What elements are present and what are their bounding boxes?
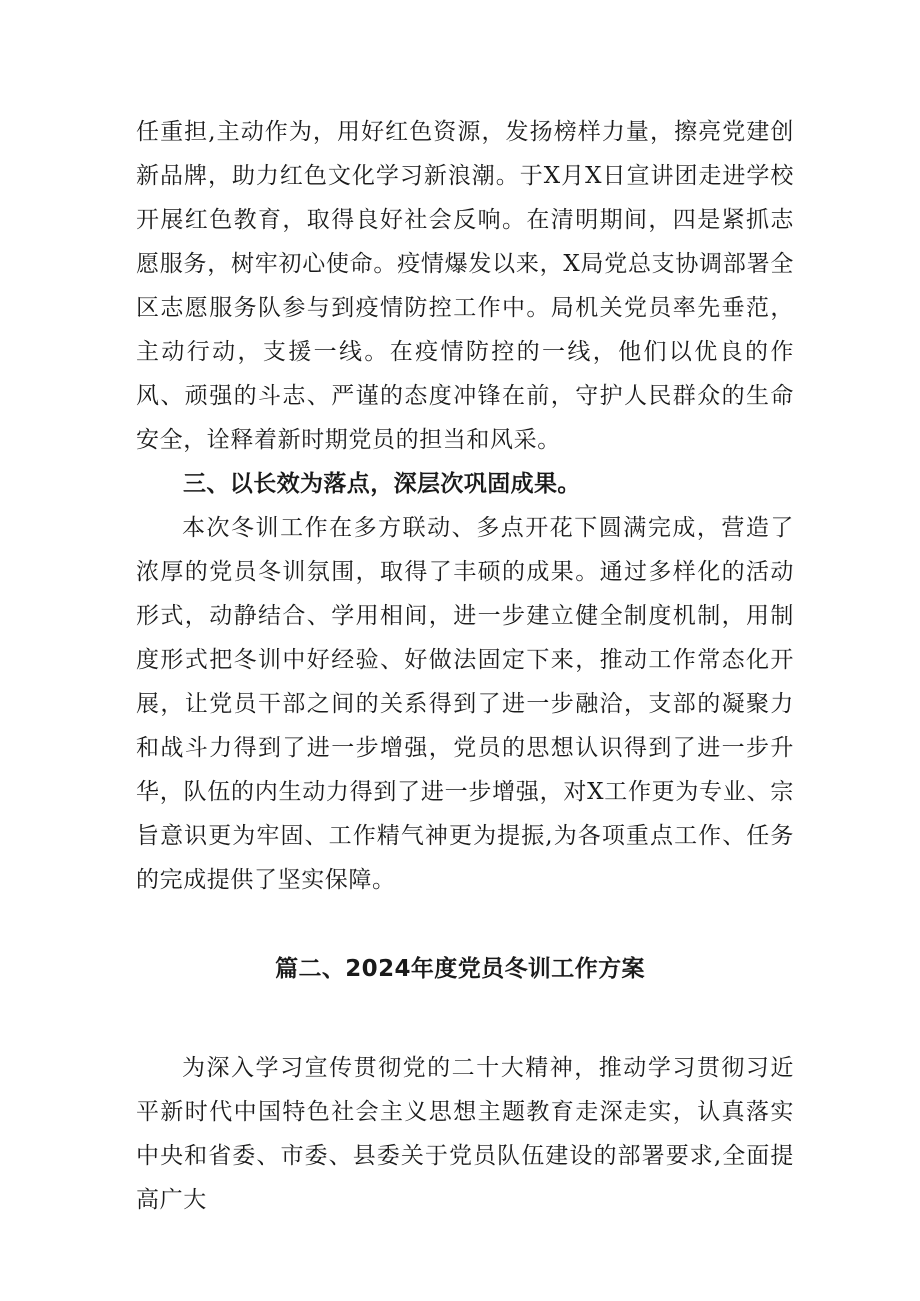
continued-paragraph: 任重担,主动作为，用好红色资源，发扬榜样力量，擦亮党建创新品牌，助力红色文化学习新浪潮。于X月X日宣讲团走进学校开展红色教育，取得良好社会反响。在清明期间，四是紧抓志愿服务，树牢初心使命。疫情爆发以来，X局党总支协调部署全区志愿服务队参与到疫情防控工作中。局机关党员率先垂范，主动行动，支援一线。在疫情防控的一线，他们以优良的作风、顽强的斗志、严谨的态度冲锋在前，守护人民群众的生命安全，诠释着新时期党员的担当和风采。 (136, 119, 794, 453)
section-heading: 三、以长效为落点，深层次巩固成果。 (183, 471, 581, 497)
section-paragraph: 本次冬训工作在多方联动、多点开花下圆满完成，营造了浓厚的党员冬训氛围，取得了丰硕的成果。通过多样化的活动形式，动静结合、学用相间，进一步建立健全制度机制，用制度形式把冬训中好经验、好做法固定下来，推动工作常态化开展，让党员干部之间的关系得到了进一步融洽，支部的凝聚力和战斗力得到了进一步增强，党员的思想认识得到了进一步升华，队伍的内生动力得到了进一步增强，对X工作更为专业、宗旨意识更为牢固、工作精气神更为提振,为各项重点工作、任务的完成提供了坚实保障。 (136, 515, 794, 893)
article-title: 篇二、2024年度党员冬训工作方案 (275, 956, 645, 982)
article-intro-paragraph: 为深入学习宣传贯彻党的二十大精神，推动学习贯彻习近平新时代中国特色社会主义思想主题教育走深走实，认真落实中央和省委、市委、县委关于党员队伍建设的部署要求,全面提高广大 (136, 1055, 794, 1213)
